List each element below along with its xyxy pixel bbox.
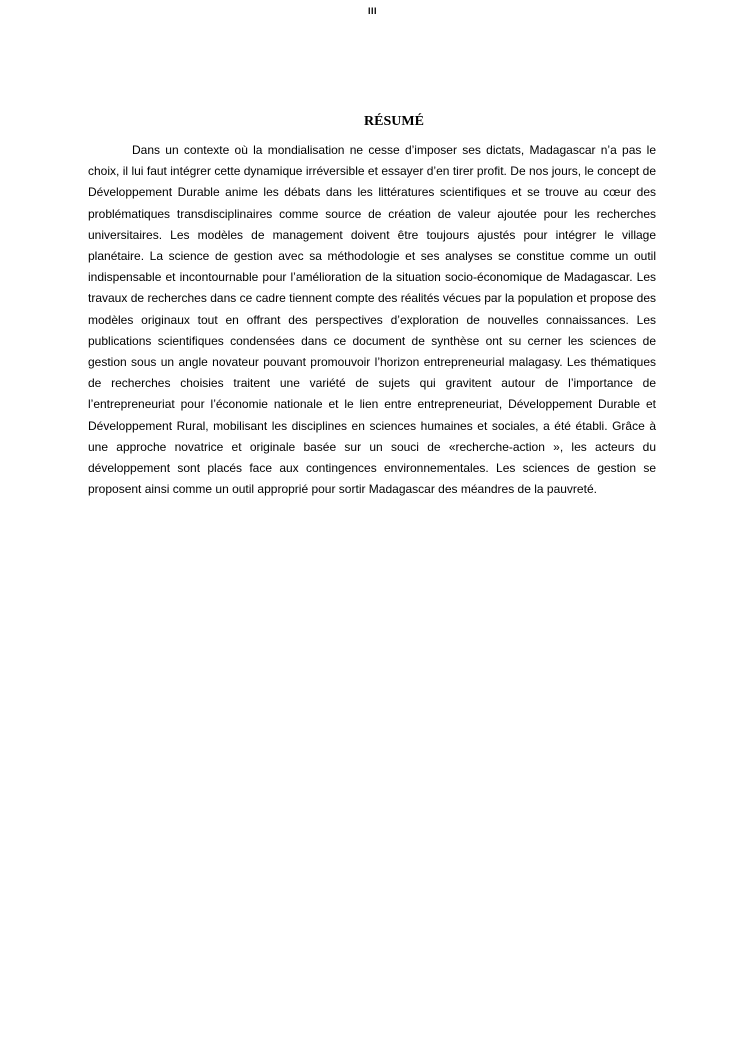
resume-paragraph: Dans un contexte où la mondialisation ne cesse d’imposer ses dictats, Madagascar n’a pas le choix, il lui faut intégrer cette dynamique irréversible et essayer d’en tirer profit. De nos jours, le concept de Développement Durable anime les débats dans les littératures scientifiques et se trouve au cœur des problématiques transdisciplinaires comme source de création de valeur ajoutée pour les recherches universitaires. Les modèles de management doivent être toujours ajustés pour intégrer le village planétaire. La science de gestion avec sa méthodologie et ses analyses se constitue comme un outil indispensable et incontournable pour l’amélioration de la situation socio-économique de Madagascar. Les travaux de recherches dans ce cadre tiennent compte des réalités vécues par la population et propose des modèles originaux tout en offrant des perspectives d’exploration de nouvelles connaissances. Les publications scientifiques condensées dans ce document de synthèse ont su cerner les sciences de gestion sous un angle novateur pouvant promouvoir l’horizon entrepreneurial malagasy. Les thématiques de recherches choisies traitent une variété de sujets qui gravitent autour de l’importance de l’entrepreneuriat pour l’économie nationale et le lien entre entrepreneuriat, Développement Durable et Développement Rural, mobilisant les disciplines en sciences humaines et sociales, a été établi. Grâce à une approche novatrice et originale basée sur un souci de «recherche-action », les acteurs du développement sont placés face aux contingences environnementales. Les sciences de gestion se proposent ainsi comme un outil approprié pour sortir Madagascar des méandres de la pauvreté. <box>88 143 656 497</box>
page-number: III <box>367 6 377 16</box>
page-title: RÉSUMÉ <box>364 114 424 129</box>
